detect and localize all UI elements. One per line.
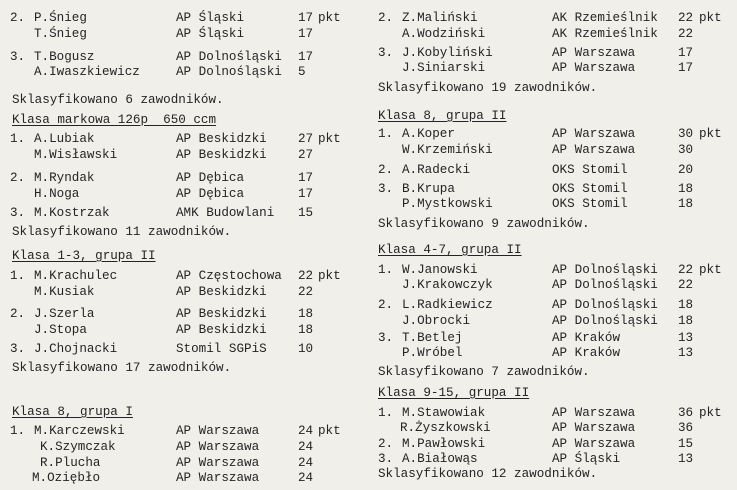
club-name: AK Rzemieślnik bbox=[552, 27, 658, 41]
club-name: AP Beskidzki bbox=[176, 132, 267, 146]
competitor-name: A.Koper bbox=[402, 127, 455, 141]
club-name: OKS Stomil bbox=[552, 182, 628, 196]
competitor-name: M.Kusiak bbox=[34, 285, 95, 299]
competitor-name: R.Plucha bbox=[40, 456, 101, 470]
points-value: 27 bbox=[298, 148, 314, 162]
club-name: AP Warszawa bbox=[176, 456, 260, 470]
club-name: AP Dolnośląski bbox=[176, 50, 282, 64]
points-value: 17 bbox=[678, 61, 694, 75]
rank-number: 3. bbox=[10, 50, 26, 64]
club-name: AP Śląski bbox=[176, 27, 245, 41]
competitor-name: K.Szymczak bbox=[40, 440, 116, 454]
club-name: AP Dolnośląski bbox=[552, 278, 658, 292]
club-name: AP Warszawa bbox=[552, 437, 636, 451]
competitor-name: H.Noga bbox=[34, 187, 80, 201]
points-unit: pkt bbox=[318, 132, 341, 146]
points-unit: pkt bbox=[318, 11, 341, 25]
points-unit: pkt bbox=[318, 424, 341, 438]
class-heading: Klasa 8, grupa I bbox=[12, 405, 133, 419]
competitor-name: M.Pawłowski bbox=[402, 437, 486, 451]
club-name: AP Częstochowa bbox=[176, 269, 282, 283]
competitor-name: M.Ryndak bbox=[34, 171, 95, 185]
club-name: AP Śląski bbox=[176, 11, 245, 25]
rank-number: 1. bbox=[10, 132, 26, 146]
competitor-name: A.Białowąs bbox=[402, 452, 478, 466]
points-value: 18 bbox=[678, 314, 694, 328]
points-value: 22 bbox=[678, 263, 694, 277]
competitor-name: M.Kostrzak bbox=[34, 206, 110, 220]
rank-number: 3. bbox=[378, 46, 394, 60]
rank-number: 1. bbox=[10, 269, 26, 283]
club-name: AP Warszawa bbox=[552, 421, 636, 435]
competitor-name: J.Obrocki bbox=[402, 314, 471, 328]
competitor-name: P.Śnieg bbox=[34, 11, 87, 25]
class-heading: Klasa 4-7, grupa II bbox=[378, 243, 522, 257]
rank-number: 2. bbox=[10, 307, 26, 321]
class-heading: Klasa 1-3, grupa II bbox=[12, 249, 156, 263]
competitor-name: M.Wisławski bbox=[34, 148, 118, 162]
classified-count: Sklasyfikowano 17 zawodników. bbox=[12, 361, 232, 375]
points-unit: pkt bbox=[699, 127, 722, 141]
competitor-name: B.Krupa bbox=[402, 182, 455, 196]
points-value: 13 bbox=[678, 452, 694, 466]
rank-number: 1. bbox=[378, 127, 394, 141]
competitor-name: W.Janowski bbox=[402, 263, 478, 277]
club-name: AP Beskidzki bbox=[176, 323, 267, 337]
competitor-name: J.Szerla bbox=[34, 307, 95, 321]
club-name: AP Warszawa bbox=[552, 127, 636, 141]
rank-number: 3. bbox=[10, 342, 26, 356]
competitor-name: M.Krachulec bbox=[34, 269, 118, 283]
competitor-name: A.Radecki bbox=[402, 163, 471, 177]
points-value: 24 bbox=[298, 424, 314, 438]
club-name: AP Dolnośląski bbox=[552, 263, 658, 277]
competitor-name: J.Kobyliński bbox=[402, 46, 493, 60]
points-value: 18 bbox=[298, 307, 314, 321]
competitor-name: T.Betlej bbox=[402, 331, 463, 345]
classified-count: Sklasyfikowano 12 zawodników. bbox=[378, 467, 598, 481]
club-name: AP Warszawa bbox=[176, 471, 260, 485]
club-name: Stomil SGPiS bbox=[176, 342, 267, 356]
club-name: AP Dębica bbox=[176, 171, 245, 185]
club-name: AP Warszawa bbox=[176, 424, 260, 438]
points-value: 18 bbox=[678, 298, 694, 312]
competitor-name: T.Bogusz bbox=[34, 50, 95, 64]
club-name: AP Dolnośląski bbox=[176, 65, 282, 79]
club-name: AP Warszawa bbox=[552, 61, 636, 75]
points-value: 20 bbox=[678, 163, 694, 177]
club-name: AP Beskidzki bbox=[176, 148, 267, 162]
points-value: 36 bbox=[678, 421, 694, 435]
competitor-name: Z.Maliński bbox=[402, 11, 478, 25]
club-name: AP Kraków bbox=[552, 346, 621, 360]
club-name: AP Warszawa bbox=[176, 440, 260, 454]
points-value: 10 bbox=[298, 342, 314, 356]
points-unit: pkt bbox=[699, 11, 722, 25]
points-value: 5 bbox=[298, 65, 306, 79]
points-value: 17 bbox=[298, 50, 314, 64]
classified-count: Sklasyfikowano 11 zawodników. bbox=[12, 225, 232, 239]
rank-number: 2. bbox=[378, 437, 394, 451]
class-heading: Klasa 8, grupa II bbox=[378, 109, 507, 123]
points-unit: pkt bbox=[699, 263, 722, 277]
points-value: 22 bbox=[678, 27, 694, 41]
competitor-name: R.Żyszkowski bbox=[400, 421, 491, 435]
competitor-name: J.Stopa bbox=[34, 323, 87, 337]
rank-number: 1. bbox=[378, 263, 394, 277]
points-value: 18 bbox=[298, 323, 314, 337]
rank-number: 3. bbox=[378, 182, 394, 196]
points-value: 30 bbox=[678, 127, 694, 141]
club-name: AMK Budowlani bbox=[176, 206, 275, 220]
club-name: AP Dolnośląski bbox=[552, 314, 658, 328]
rank-number: 3. bbox=[378, 331, 394, 345]
competitor-name: M.Oziębło bbox=[32, 471, 101, 485]
rank-number: 2. bbox=[378, 11, 394, 25]
competitor-name: T.Śnieg bbox=[34, 27, 87, 41]
competitor-name: A.Lubiak bbox=[34, 132, 95, 146]
rank-number: 3. bbox=[10, 206, 26, 220]
points-unit: pkt bbox=[318, 269, 341, 283]
points-value: 15 bbox=[678, 437, 694, 451]
competitor-name: J.Chojnacki bbox=[34, 342, 118, 356]
points-value: 17 bbox=[298, 27, 314, 41]
rank-number: 2. bbox=[10, 171, 26, 185]
classified-count: Sklasyfikowano 9 zawodników. bbox=[378, 217, 590, 231]
classified-count: Sklasyfikowano 6 zawodników. bbox=[12, 93, 224, 107]
points-value: 17 bbox=[298, 171, 314, 185]
points-value: 15 bbox=[298, 206, 314, 220]
points-value: 22 bbox=[678, 278, 694, 292]
club-name: AP Śląski bbox=[552, 452, 621, 466]
class-heading: Klasa 9-15, grupa II bbox=[378, 386, 530, 400]
club-name: AP Kraków bbox=[552, 331, 621, 345]
club-name: OKS Stomil bbox=[552, 197, 628, 211]
points-value: 22 bbox=[298, 269, 314, 283]
points-value: 27 bbox=[298, 132, 314, 146]
points-value: 18 bbox=[678, 197, 694, 211]
points-value: 24 bbox=[298, 456, 314, 470]
competitor-name: A.Iwaszkiewicz bbox=[34, 65, 140, 79]
rank-number: 2. bbox=[10, 11, 26, 25]
class-heading: Klasa markowa 126p 650 ccm bbox=[12, 113, 217, 127]
rank-number: 2. bbox=[378, 163, 394, 177]
points-value: 13 bbox=[678, 346, 694, 360]
points-value: 30 bbox=[678, 143, 694, 157]
club-name: AP Warszawa bbox=[552, 46, 636, 60]
rank-number: 1. bbox=[10, 424, 26, 438]
club-name: AP Beskidzki bbox=[176, 307, 267, 321]
competitor-name: J.Siniarski bbox=[402, 61, 486, 75]
club-name: AP Dolnośląski bbox=[552, 298, 658, 312]
points-value: 24 bbox=[298, 471, 314, 485]
competitor-name: A.Wodziński bbox=[402, 27, 486, 41]
club-name: OKS Stomil bbox=[552, 163, 628, 177]
points-value: 24 bbox=[298, 440, 314, 454]
classified-count: Sklasyfikowano 19 zawodników. bbox=[378, 81, 598, 95]
competitor-name: M.Karczewski bbox=[34, 424, 125, 438]
points-value: 22 bbox=[298, 285, 314, 299]
competitor-name: P.Mystkowski bbox=[402, 197, 493, 211]
points-unit: pkt bbox=[699, 406, 722, 420]
rank-number: 2. bbox=[378, 298, 394, 312]
competitor-name: J.Krakowczyk bbox=[402, 278, 493, 292]
competitor-name: L.Radkiewicz bbox=[402, 298, 493, 312]
club-name: AK Rzemieślnik bbox=[552, 11, 658, 25]
club-name: AP Dębica bbox=[176, 187, 245, 201]
points-value: 17 bbox=[678, 46, 694, 60]
points-value: 13 bbox=[678, 331, 694, 345]
club-name: AP Warszawa bbox=[552, 406, 636, 420]
competitor-name: W.Krzemiński bbox=[402, 143, 493, 157]
points-value: 17 bbox=[298, 11, 314, 25]
classified-count: Sklasyfikowano 7 zawodników. bbox=[378, 365, 590, 379]
club-name: AP Beskidzki bbox=[176, 285, 267, 299]
points-value: 17 bbox=[298, 187, 314, 201]
rank-number: 1. bbox=[378, 406, 394, 420]
rank-number: 3. bbox=[378, 452, 394, 466]
competitor-name: P.Wróbel bbox=[402, 346, 463, 360]
points-value: 36 bbox=[678, 406, 694, 420]
competitor-name: M.Stawowiak bbox=[402, 406, 486, 420]
points-value: 22 bbox=[678, 11, 694, 25]
club-name: AP Warszawa bbox=[552, 143, 636, 157]
points-value: 18 bbox=[678, 182, 694, 196]
